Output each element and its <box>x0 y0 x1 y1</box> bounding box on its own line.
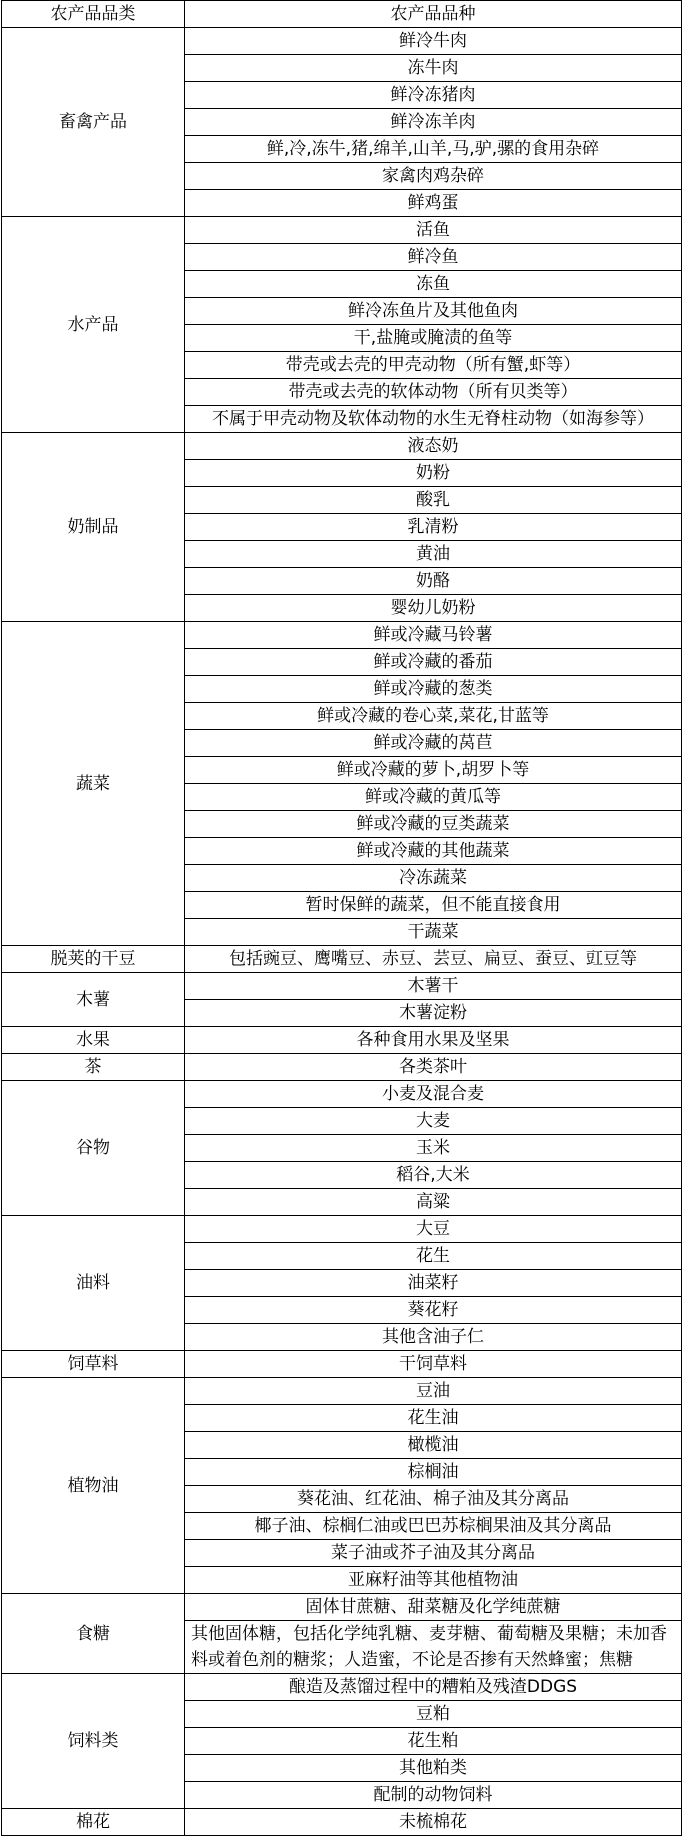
variety-cell: 未梳棉花 <box>185 1809 682 1836</box>
variety-cell: 鲜冷冻羊肉 <box>185 109 682 136</box>
variety-cell: 豆粕 <box>185 1701 682 1728</box>
variety-cell: 鲜冷冻鱼片及其他鱼肉 <box>185 298 682 325</box>
variety-cell: 奶酪 <box>185 568 682 595</box>
variety-cell: 酿造及蒸馏过程中的糟粕及残渣DDGS <box>185 1674 682 1701</box>
variety-cell: 鲜或冷藏的葱类 <box>185 676 682 703</box>
variety-cell: 配制的动物饲料 <box>185 1782 682 1809</box>
variety-cell: 干,盐腌或腌渍的鱼等 <box>185 325 682 352</box>
category-cell: 水果 <box>2 1027 185 1054</box>
variety-cell: 鲜冷鱼 <box>185 244 682 271</box>
category-cell: 畜禽产品 <box>2 28 185 217</box>
table-row <box>2 1809 682 1836</box>
variety-cell: 鲜冷牛肉 <box>185 28 682 55</box>
variety-cell: 棕榈油 <box>185 1459 682 1486</box>
variety-cell: 菜子油或芥子油及其分离品 <box>185 1540 682 1567</box>
variety-cell: 花生油 <box>185 1405 682 1432</box>
category-cell: 蔬菜 <box>2 622 185 946</box>
variety-cell: 玉米 <box>185 1135 682 1162</box>
table-row <box>2 1351 682 1378</box>
category-cell: 茶 <box>2 1054 185 1081</box>
agri-product-table <box>1 0 682 1836</box>
category-cell: 饲料类 <box>2 1674 185 1809</box>
category-cell: 食糖 <box>2 1594 185 1674</box>
variety-cell: 小麦及混合麦 <box>185 1081 682 1108</box>
table-row <box>2 1378 682 1405</box>
variety-cell: 液态奶 <box>185 433 682 460</box>
variety-cell: 大豆 <box>185 1216 682 1243</box>
variety-cell: 鲜鸡蛋 <box>185 190 682 217</box>
variety-cell: 豆油 <box>185 1378 682 1405</box>
header-variety: 农产品品种 <box>185 1 682 28</box>
table-row <box>2 1081 682 1108</box>
variety-cell: 鲜或冷藏马铃薯 <box>185 622 682 649</box>
table-row <box>2 1594 682 1621</box>
category-cell: 谷物 <box>2 1081 185 1216</box>
variety-cell: 鲜或冷藏的萝卜,胡罗卜等 <box>185 757 682 784</box>
table-row <box>2 28 682 55</box>
variety-cell: 乳清粉 <box>185 514 682 541</box>
table-row <box>2 1216 682 1243</box>
variety-cell: 花生 <box>185 1243 682 1270</box>
table-row <box>2 433 682 460</box>
variety-cell: 鲜或冷藏的番茄 <box>185 649 682 676</box>
variety-cell: 黄油 <box>185 541 682 568</box>
variety-cell: 奶粉 <box>185 460 682 487</box>
variety-cell: 木薯干 <box>185 973 682 1000</box>
variety-cell: 木薯淀粉 <box>185 1000 682 1027</box>
header-category: 农产品品类 <box>2 1 185 28</box>
header-row <box>2 1 682 28</box>
category-cell: 棉花 <box>2 1809 185 1836</box>
category-cell: 奶制品 <box>2 433 185 622</box>
variety-cell: 干饲草料 <box>185 1351 682 1378</box>
variety-cell: 婴幼儿奶粉 <box>185 595 682 622</box>
variety-cell: 冻牛肉 <box>185 55 682 82</box>
variety-cell: 其他含油子仁 <box>185 1324 682 1351</box>
variety-cell: 其他粕类 <box>185 1755 682 1782</box>
variety-cell: 酸乳 <box>185 487 682 514</box>
table-row <box>2 1054 682 1081</box>
variety-cell: 家禽肉鸡杂碎 <box>185 163 682 190</box>
variety-cell: 鲜或冷藏的豆类蔬菜 <box>185 811 682 838</box>
category-cell: 油料 <box>2 1216 185 1351</box>
variety-cell: 橄榄油 <box>185 1432 682 1459</box>
table-row <box>2 1027 682 1054</box>
category-cell: 饲草料 <box>2 1351 185 1378</box>
variety-cell: 带壳或去壳的甲壳动物（所有蟹,虾等） <box>185 352 682 379</box>
variety-cell: 鲜或冷藏的其他蔬菜 <box>185 838 682 865</box>
variety-cell: 暂时保鲜的蔬菜，但不能直接食用 <box>185 892 682 919</box>
variety-cell: 活鱼 <box>185 217 682 244</box>
variety-cell: 椰子油、棕榈仁油或巴巴苏棕榈果油及其分离品 <box>185 1513 682 1540</box>
table-body <box>2 28 682 1836</box>
variety-cell: 带壳或去壳的软体动物（所有贝类等） <box>185 379 682 406</box>
table-row <box>2 622 682 649</box>
variety-cell: 固体甘蔗糖、甜菜糖及化学纯蔗糖 <box>185 1594 682 1621</box>
variety-cell: 稻谷,大米 <box>185 1162 682 1189</box>
variety-cell: 各类茶叶 <box>185 1054 682 1081</box>
variety-cell: 其他固体糖，包括化学纯乳糖、麦芽糖、葡萄糖及果糖；未加香料或着色剂的糖浆；人造蜜，不论是否掺有天然蜂蜜；焦糖 <box>185 1621 682 1674</box>
category-cell: 水产品 <box>2 217 185 433</box>
variety-cell: 葵花籽 <box>185 1297 682 1324</box>
table-row <box>2 1674 682 1701</box>
variety-cell: 大麦 <box>185 1108 682 1135</box>
variety-cell: 鲜,冷,冻牛,猪,绵羊,山羊,马,驴,骡的食用杂碎 <box>185 136 682 163</box>
variety-cell: 高粱 <box>185 1189 682 1216</box>
variety-cell: 亚麻籽油等其他植物油 <box>185 1567 682 1594</box>
variety-cell: 冻鱼 <box>185 271 682 298</box>
variety-cell: 鲜或冷藏的卷心菜,菜花,甘蓝等 <box>185 703 682 730</box>
table-row <box>2 946 682 973</box>
variety-cell: 各种食用水果及坚果 <box>185 1027 682 1054</box>
variety-cell: 葵花油、红花油、棉子油及其分离品 <box>185 1486 682 1513</box>
variety-cell: 干蔬菜 <box>185 919 682 946</box>
variety-cell: 鲜冷冻猪肉 <box>185 82 682 109</box>
variety-cell: 不属于甲壳动物及软体动物的水生无脊柱动物（如海参等） <box>185 406 682 433</box>
table-row <box>2 973 682 1000</box>
variety-cell: 油菜籽 <box>185 1270 682 1297</box>
table-row <box>2 217 682 244</box>
variety-cell: 包括豌豆、鹰嘴豆、赤豆、芸豆、扁豆、蚕豆、豇豆等 <box>185 946 682 973</box>
variety-cell: 冷冻蔬菜 <box>185 865 682 892</box>
category-cell: 脱荚的干豆 <box>2 946 185 973</box>
category-cell: 木薯 <box>2 973 185 1027</box>
category-cell: 植物油 <box>2 1378 185 1594</box>
variety-cell: 鲜或冷藏的莴苣 <box>185 730 682 757</box>
variety-cell: 鲜或冷藏的黄瓜等 <box>185 784 682 811</box>
variety-cell: 花生粕 <box>185 1728 682 1755</box>
